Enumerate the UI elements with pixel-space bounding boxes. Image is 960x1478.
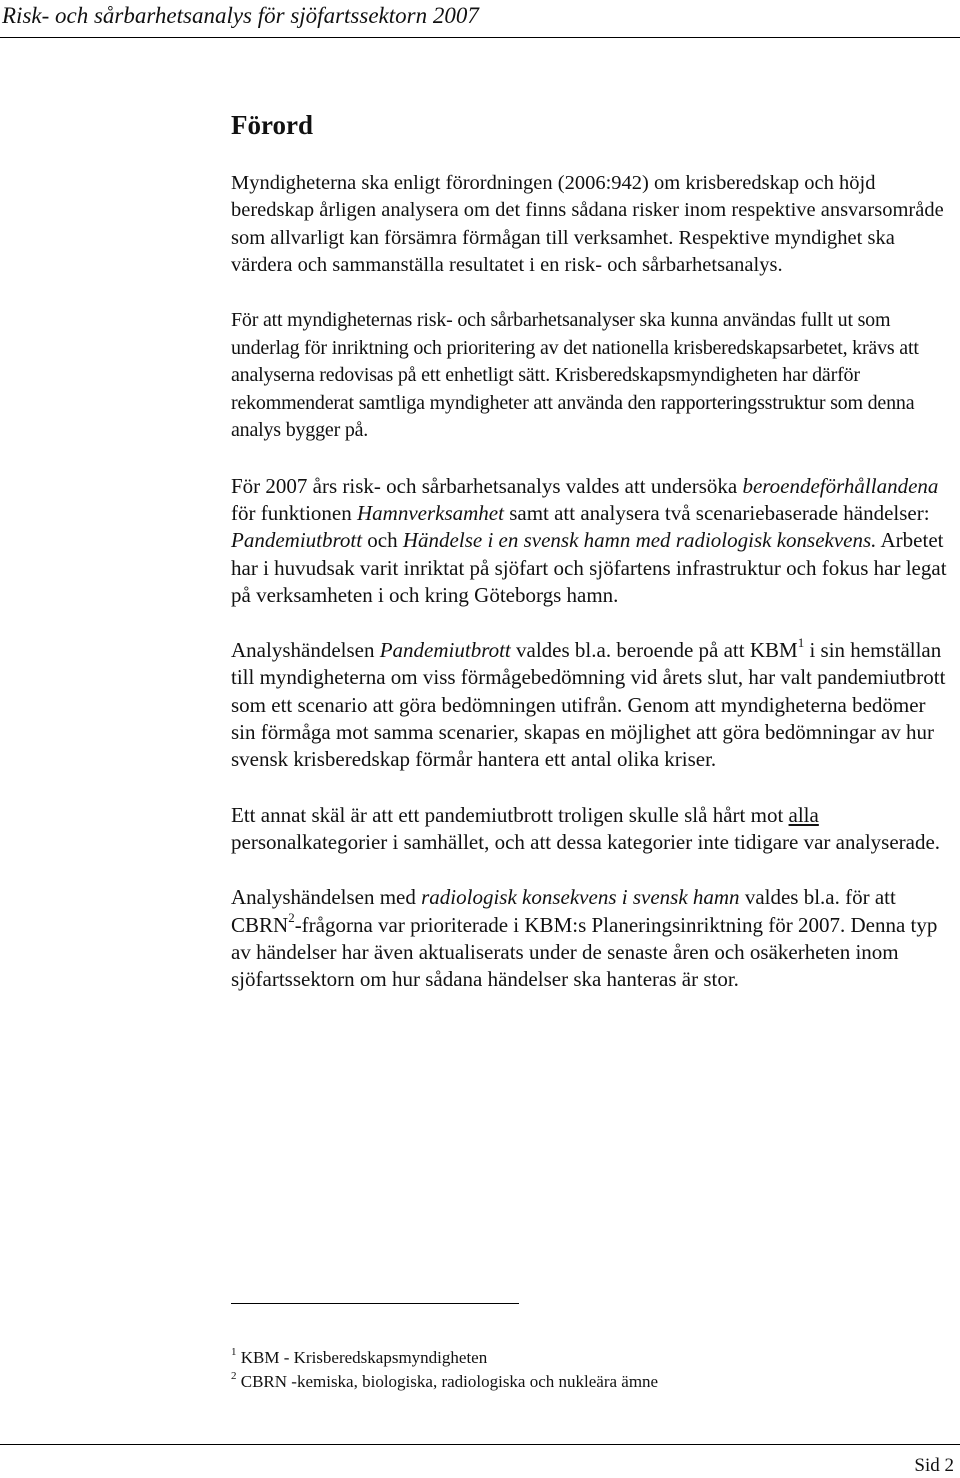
p6-text-1: Analyshändelsen med [231, 885, 422, 910]
footnote-1 [231, 1346, 951, 1370]
p3-italic-3: Pandemiutbrott [231, 528, 363, 553]
p3-text-2: för funktionen [231, 500, 357, 525]
p5-text-2: personalkategorier i samhället, och att dessa kategorier inte tidigare var analyserade. [231, 829, 941, 854]
p6-text-3: -frågorna var prioriterade i KBM:s Planeringsinriktning för 2007. Denna typ av händelser har även aktualiserats under de senaste åren och osäkerheten inom sjöfartssektorn om hur sådana händelser ska hanteras är stor. [231, 912, 938, 992]
p4-italic-1: Pandemiutbrott [379, 638, 511, 663]
p3-italic-4: Händelse i en svensk hamn med radiologisk konsekvens. [402, 528, 877, 553]
p3-italic-1: beroendeförhållandena [742, 473, 939, 498]
footnote-2-text: CBRN -kemiska, biologiska, radiologiska och nukleära ämne [236, 1372, 659, 1391]
footnotes [231, 1346, 951, 1394]
paragraph-5 [231, 802, 951, 857]
p6-text-2: valdes bl.a. för att CBRN [231, 885, 896, 937]
paragraph-1: Myndigheterna ska enligt förordningen (2006:942) om krisberedskap och höjd beredskap årligen analysera om det finns sådana risker inom respektive ansvarsområde som allvarligt kan försämra förmågan till verksamhet. Respektive myndighet ska värdera och sammanställa resultatet i en risk- och sårbarhetsanalys. [231, 172, 944, 276]
footnote-ref-1: 1 [797, 635, 805, 651]
paragraph-2: För att myndigheternas risk- och sårbarhetsanalyser ska kunna användas fullt ut som underlag för inriktning och prioritering av det nationella krisberedskapsarbetet, krävs att analyserna redovisas på ett enhetligt sätt. Krisberedskapsmyndigheten har därför rekommenderat samtliga myndigheter att använda den rapporteringsstruktur som denna analys bygger på. [231, 309, 919, 442]
p3-text-1: För 2007 års risk- och sårbarhetsanalys valdes att undersöka [231, 473, 743, 498]
footnote-2-number: 2 [231, 1370, 237, 1383]
p4-text-2: valdes bl.a. beroende på att KBM [510, 638, 798, 663]
p3-text-3: samt att analysera två scenariebaserade händelser: [503, 500, 930, 525]
paragraph-3 [231, 473, 951, 609]
footnote-2 [231, 1370, 951, 1394]
footnote-1-number: 1 [231, 1346, 237, 1359]
p3-text-4: och [362, 528, 403, 553]
section-heading: Förord [231, 110, 313, 140]
p3-text-5: Arbetet har i huvudsak varit inriktat på sjöfart och sjöfartens infrastruktur och fokus har legat på verksamheten i och kring Göteborgs hamn. [231, 528, 947, 607]
p5-text-1: Ett annat skäl är att ett pandemiutbrott troligen skulle slå hårt mot [231, 802, 789, 827]
page-number: Sid 2 [914, 1455, 954, 1476]
running-header-title: Risk- och sårbarhetsanalys för sjöfartssektorn 2007 [2, 3, 479, 28]
footer-divider [0, 1444, 960, 1445]
header-divider [0, 37, 960, 38]
paragraph-6 [231, 884, 951, 993]
paragraph-4 [231, 637, 951, 773]
p6-italic-1: radiologisk konsekvens i svensk hamn [421, 885, 740, 910]
p5-underlined: alla [788, 802, 819, 827]
footnote-1-text: KBM - Krisberedskapsmyndigheten [236, 1348, 488, 1367]
main-content [231, 108, 951, 1021]
footnote-divider [231, 1303, 519, 1304]
p4-text-3: i sin hemställan till myndigheterna om viss förmågebedömning vid årets slut, har valt pandemiutbrott som ett scenario att göra bedömningen utifrån. Genom att myndigheterna bedömer sin förmåga mot samma scenarier, skapas en möjlighet att göra bedömningar av hur svensk krisberedskap förmår hantera ett antal olika kriser. [231, 638, 946, 772]
p4-text-1: Analyshändelsen [231, 638, 380, 663]
p3-italic-2: Hamnverksamhet [356, 500, 504, 525]
footnote-ref-2: 2 [288, 909, 295, 925]
